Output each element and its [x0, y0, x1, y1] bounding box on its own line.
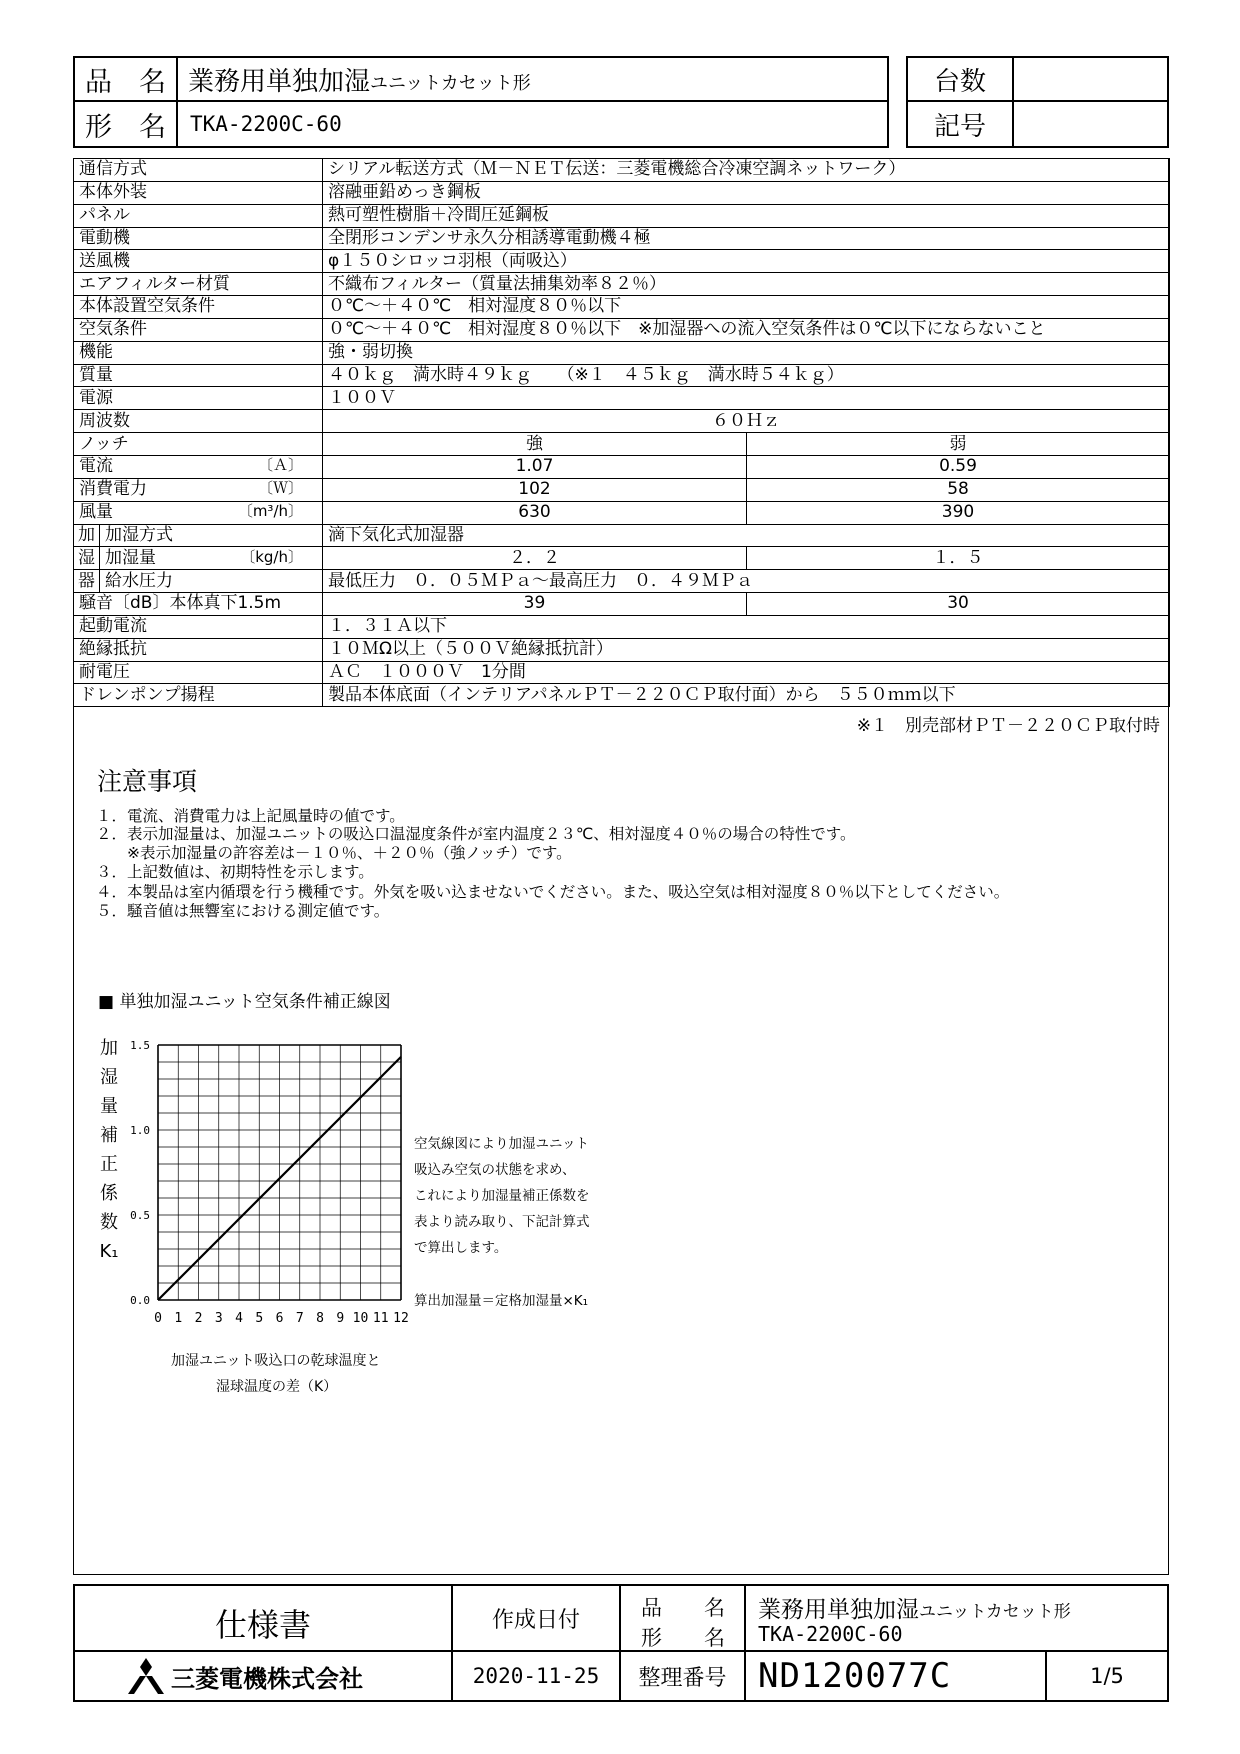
x-tick-label: 9 [336, 1311, 345, 1326]
spec-label: パネル [74, 204, 323, 227]
company-name: 三菱電機株式会社 [171, 1664, 363, 1693]
airflow-strong: 630 [323, 501, 747, 524]
hum-amount-strong: ２．２ [323, 547, 747, 570]
header-qty-box [906, 56, 1169, 148]
spec-label: 空気条件 [74, 318, 323, 341]
power-weak: 58 [747, 478, 1170, 501]
note-line: ３．上記数値は、初期特性を示します。 [96, 863, 374, 881]
hum-group-char: 湿 [74, 547, 100, 570]
footer-product-sub: ユニットカセット形 [919, 1602, 1071, 1622]
spec-row-power-supply [74, 387, 1170, 410]
spec-label: 給水圧力 [100, 570, 323, 593]
spec-value: 溶融亜鉛めっき鋼板 [323, 181, 1170, 204]
product-name-cell [178, 58, 887, 102]
spec-label: 加湿方式 [100, 524, 323, 547]
current-weak: 0.59 [747, 455, 1170, 478]
x-tick-label: 7 [295, 1311, 304, 1326]
current-strong: 1.07 [323, 455, 747, 478]
ylabel-char: 係 [100, 1183, 118, 1204]
notch-weak: 弱 [747, 433, 1170, 456]
note-line: ５．騒音値は無響室における測定値です。 [96, 902, 390, 920]
spec-label: 電動機 [74, 227, 323, 250]
notes-title: 注意事項 [97, 767, 198, 796]
spec-label: ドレンポンプ揚程 [74, 684, 323, 707]
chart-description [414, 1131, 590, 1261]
ref-label: 整理番号 [638, 1665, 727, 1691]
created-label: 作成日付 [491, 1607, 580, 1633]
footer-product-name [758, 1591, 1071, 1624]
spec-label: エアフィルター材質 [74, 273, 323, 296]
spec-label [74, 455, 323, 478]
spec-value: 最低圧力 ０．０５ＭＰａ～最高圧力 ０．４９ＭＰａ [323, 570, 1170, 593]
hum-amount-unit: 〔kg/h〕 [240, 547, 303, 566]
noise-strong: 39 [323, 593, 747, 616]
x-tick-label: 11 [372, 1311, 389, 1326]
spec-label [100, 547, 323, 570]
spec-value: ０℃～＋４０℃ 相対湿度８０％以下 [323, 296, 1170, 319]
spec-row-function [74, 341, 1170, 364]
spec-label: 騒音〔dB〕本体真下1.5m [74, 593, 323, 616]
company-block [125, 1654, 363, 1698]
spec-row-current [74, 455, 1170, 478]
spec-table [73, 158, 1170, 707]
note-line: １．電流、消費電力は上記風量時の値です。 [96, 807, 405, 825]
model-cell [178, 102, 887, 146]
spec-row-install-cond [74, 296, 1170, 319]
ylabel-char: 数 [100, 1212, 118, 1233]
note-line: ２．表示加湿量は、加湿ユニットの吸込口温湿度条件が室内温度２３℃、相対湿度４０％の場合の特性です。 [96, 825, 856, 843]
spec-row-frequency [74, 410, 1170, 433]
power-strong: 102 [323, 478, 747, 501]
ref-number: ND120077C [758, 1656, 952, 1696]
spec-row-hum-method [74, 524, 1170, 547]
spec-label: 本体外装 [74, 181, 323, 204]
qty-label: 台数 [933, 66, 986, 97]
spec-row-power [74, 478, 1170, 501]
x-tick-label: 12 [393, 1311, 409, 1326]
footer-model: TKA-2200C-60 [758, 1622, 903, 1646]
product-label: 品 名 [85, 66, 166, 98]
ylabel-char: 湿 [100, 1067, 118, 1088]
mark-label: 記号 [933, 111, 986, 142]
spec-label: 周波数 [74, 410, 323, 433]
spec-label: ノッチ [74, 433, 323, 456]
current-label: 電流 [79, 456, 113, 477]
ylabel-char: 量 [100, 1096, 118, 1117]
y-tick-label: 1.0 [130, 1124, 150, 1137]
spec-row-hum-amount [74, 547, 1170, 570]
desc-line: 吸込み空気の状態を求め、 [414, 1162, 576, 1178]
x-tick-label: 3 [214, 1311, 223, 1326]
x-tick-label: 5 [255, 1311, 264, 1326]
desc-line: で算出します。 [414, 1240, 508, 1256]
spec-row-airflow [74, 501, 1170, 524]
spec-value: ＡＣ １０００Ｖ 1分間 [323, 661, 1170, 684]
desc-line: 空気線図により加湿ユニット [414, 1136, 589, 1152]
y-tick-label: 1.5 [130, 1039, 150, 1052]
ylabel-char: 補 [100, 1125, 118, 1146]
ylabel-char: 加 [100, 1038, 118, 1059]
x-tick-label: 6 [275, 1311, 284, 1326]
qty-value-cell [1014, 58, 1167, 102]
hum-amount-label: 加湿量 [105, 547, 156, 568]
ylabel-char: K₁ [99, 1241, 119, 1262]
created-date: 2020-11-25 [472, 1664, 600, 1688]
spec-row-fan [74, 250, 1170, 273]
x-tick-label: 0 [154, 1311, 162, 1326]
y-tick-label: 0.5 [130, 1209, 150, 1222]
spec-value: 不織布フィルター（質量法捕集効率８２％） [323, 273, 1170, 296]
note-line: ※表示加湿量の許容差は－１０％、＋２０％（強ノッチ）です。 [96, 844, 572, 862]
spec-row-air-cond [74, 318, 1170, 341]
doc-type: 仕様書 [214, 1606, 311, 1644]
y-tick-label: 0.0 [130, 1294, 150, 1307]
spec-value: １．３１Ａ以下 [323, 615, 1170, 638]
mitsubishi-logo-icon [125, 1658, 167, 1694]
chart-formula: 算出加湿量＝定格加湿量×K₁ [414, 1293, 589, 1309]
footer-divider [744, 1586, 746, 1700]
spec-value: 製品本体底面（インテリアパネルＰＴ－２２０ＣＰ取付面）から ５５０ｍｍ以下 [323, 684, 1170, 707]
x-tick-label: 10 [352, 1311, 369, 1326]
x-tick-label: 8 [316, 1311, 324, 1326]
spec-row-filter [74, 273, 1170, 296]
spec-value: 強・弱切換 [323, 341, 1170, 364]
spec-value: 熱可塑性樹脂＋冷間圧延鋼板 [323, 204, 1170, 227]
x-tick-label: 1 [174, 1311, 183, 1326]
model-number: TKA-2200C-60 [190, 112, 342, 136]
spec-row-insulation [74, 638, 1170, 661]
spec-row-comm [74, 159, 1170, 182]
spec-label: 起動電流 [74, 615, 323, 638]
airflow-weak: 390 [747, 501, 1170, 524]
spec-label [74, 478, 323, 501]
noise-weak: 30 [747, 593, 1170, 616]
power-unit: 〔Ｗ〕 [257, 479, 303, 498]
spec-label: 送風機 [74, 250, 323, 273]
x-tick-label: 4 [235, 1311, 243, 1326]
product-name-sub: ユニットカセット形 [370, 73, 531, 94]
spec-row-panel [74, 204, 1170, 227]
spec-label: 本体設置空気条件 [74, 296, 323, 319]
correction-chart [110, 1035, 440, 1335]
ylabel-char: 正 [100, 1154, 118, 1175]
hum-amount-weak: １．５ [747, 547, 1170, 570]
mark-label-cell [908, 102, 1014, 146]
spec-label: 電源 [74, 387, 323, 410]
page-number: 1/5 [1090, 1664, 1124, 1688]
desc-line: 表より読み取り、下記計算式 [414, 1214, 590, 1230]
x-tick-label: 2 [194, 1311, 203, 1326]
qty-label-cell [908, 58, 1014, 102]
desc-line: これにより加湿量補正係数を [414, 1188, 590, 1204]
spec-label [74, 501, 323, 524]
airflow-label: 風量 [79, 502, 113, 523]
model-label-cell [75, 102, 178, 146]
header-product-box [73, 56, 889, 148]
product-name: 業務用単独加湿 [188, 66, 371, 97]
spec-label: 耐電圧 [74, 661, 323, 684]
spec-row-water-pressure [74, 570, 1170, 593]
spec-row-noise [74, 593, 1170, 616]
spec-label: 通信方式 [74, 159, 323, 182]
hum-group-char: 加 [74, 524, 100, 547]
spec-value: 全閉形コンデンサ永久分相誘導電動機４極 [323, 227, 1170, 250]
footer-model-label: 形 名 [641, 1626, 725, 1650]
power-label: 消費電力 [79, 479, 147, 500]
current-unit: 〔Ａ〕 [257, 456, 303, 475]
footer [73, 1584, 1169, 1702]
spec-row-start-current [74, 615, 1170, 638]
spec-label: 絶縁抵抗 [74, 638, 323, 661]
airflow-unit: 〔m³/h〕 [237, 502, 303, 521]
chart-xlabel-line1: 加湿ユニット吸込口の乾球温度と [171, 1353, 381, 1369]
spec-row-drain [74, 684, 1170, 707]
spec-value: シリアル転送方式（Ｍ－ＮＥＴ伝送：三菱電機総合冷凍空調ネットワーク） [323, 159, 1170, 182]
spec-value: 滴下気化式加湿器 [323, 524, 1170, 547]
spec-row-mass [74, 364, 1170, 387]
notch-strong: 強 [323, 433, 747, 456]
spec-row-notch [74, 433, 1170, 456]
spec-value: ６０Ｈｚ [323, 410, 1170, 433]
spec-footnote: ※１ 別売部材ＰＴ－２２０ＣＰ取付時 [856, 716, 1160, 736]
note-line: ４．本製品は室内循環を行う機種です。外気を吸い込ませないでください。また、吸込空気は相対湿度８０％以下としてください。 [96, 883, 1010, 901]
chart-section-title: ■ 単独加湿ユニット空気条件補正線図 [98, 992, 391, 1012]
spec-value: １０ＭΩ以上（５００Ｖ絶縁抵抗計） [323, 638, 1170, 661]
spec-row-withstand [74, 661, 1170, 684]
spec-row-casing [74, 181, 1170, 204]
footer-product-label: 品 名 [641, 1596, 725, 1620]
hum-group-char: 器 [74, 570, 100, 593]
product-label-cell [75, 58, 178, 102]
spec-label: 機能 [74, 341, 323, 364]
spec-value: ４０ｋｇ 満水時４９ｋｇ （※１ ４５ｋｇ 満水時５４ｋｇ） [323, 364, 1170, 387]
spec-value: φ１５０シロッコ羽根（両吸込） [323, 250, 1170, 273]
chart-xlabel-line2: 湿球温度の差（K） [216, 1379, 338, 1395]
spec-value: ０℃～＋４０℃ 相対湿度８０％以下 ※加湿器への流入空気条件は０℃以下にならないこと [323, 318, 1170, 341]
spec-row-motor [74, 227, 1170, 250]
model-label: 形 名 [85, 111, 166, 143]
spec-value: １００Ｖ [323, 387, 1170, 410]
footer-product-main: 業務用単独加湿 [758, 1597, 919, 1623]
spec-label: 質量 [74, 364, 323, 387]
